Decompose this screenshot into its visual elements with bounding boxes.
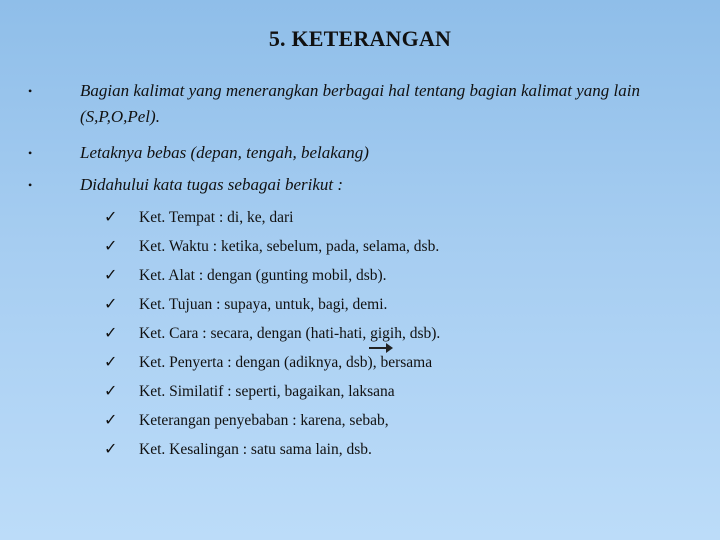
checklist-text: Ket. Waktu : ketika, sebelum, pada, selama, dsb.: [139, 238, 440, 255]
checkmark-icon: ✓: [104, 441, 118, 458]
checklist-item: [0, 407, 720, 435]
bullet-marker: •: [28, 178, 33, 192]
bullet-marker: •: [28, 146, 33, 160]
checklist-text: Ket. Tujuan : supaya, untuk, bagi, demi.: [139, 296, 388, 313]
checklist-item: [0, 349, 720, 377]
checkmark-icon: ✓: [104, 238, 118, 255]
checklist-item: [0, 204, 720, 232]
checkmark-icon: ✓: [104, 296, 118, 313]
slide-title: 5. KETERANGAN: [268, 26, 452, 51]
checklist-item: [0, 436, 720, 464]
checklist-item: [0, 320, 720, 348]
checklist-text: Ket. Alat : dengan (gunting mobil, dsb).: [139, 267, 387, 284]
checklist-text: Ket. Similatif : seperti, bagaikan, laksana: [139, 383, 395, 400]
checkmark-icon: ✓: [104, 267, 118, 284]
checkmark-icon: ✓: [104, 383, 118, 400]
checklist-item: [0, 291, 720, 319]
arrow-icon: [368, 341, 394, 355]
checklist-item: [0, 233, 720, 261]
checklist-text: Ket. Tempat : di, ke, dari: [139, 209, 294, 226]
checklist-text: Ket. Kesalingan : satu sama lain, dsb.: [139, 441, 372, 458]
checklist-text: Ket. Penyerta : dengan (adiknya, dsb), bersama: [139, 354, 433, 371]
bullet-text: Letaknya bebas (depan, tengah, belakang): [80, 143, 369, 162]
bullet-text: Didahului kata tugas sebagai berikut :: [80, 175, 344, 194]
bullet-text: Bagian kalimat yang menerangkan berbagai hal tentang bagian kalimat yang lain (S,P,O,Pel).: [80, 81, 640, 126]
checkmark-icon: ✓: [104, 412, 118, 429]
checklist-text: Keterangan penyebaban : karena, sebab,: [139, 412, 389, 429]
checklist-item: [0, 378, 720, 406]
checkmark-icon: ✓: [104, 354, 118, 371]
bullet-marker: •: [28, 84, 33, 98]
checkmark-icon: ✓: [104, 209, 118, 226]
checklist-text: Ket. Cara : secara, dengan (hati-hati, gigih, dsb).: [139, 325, 441, 342]
checkmark-icon: ✓: [104, 325, 118, 342]
checklist-item: [0, 262, 720, 290]
